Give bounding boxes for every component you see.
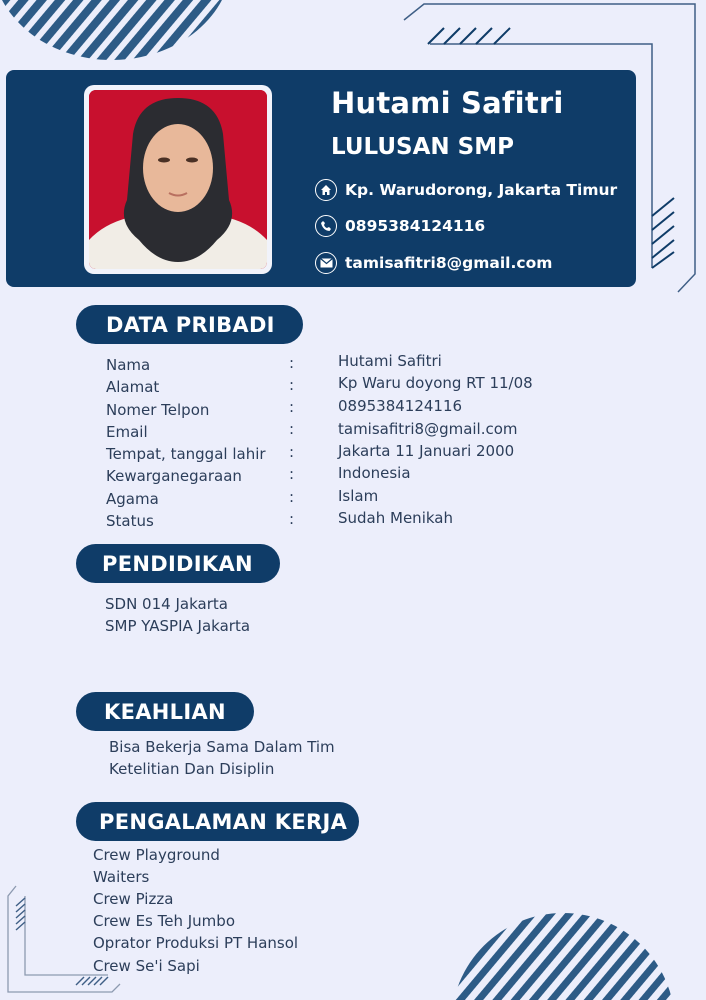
person-silhouette-icon bbox=[89, 90, 267, 269]
contact-phone-text: 0895384124116 bbox=[345, 217, 486, 235]
colon-separator: : bbox=[289, 488, 295, 506]
contact-email-text: tamisafitri8@gmail.com bbox=[345, 254, 553, 272]
mail-icon bbox=[315, 252, 337, 274]
value-tempat-tanggal-lahir: Jakarta 11 Januari 2000 bbox=[338, 442, 515, 460]
value-alamat: Kp Waru doyong RT 11/08 bbox=[338, 374, 533, 392]
colon-separator: : bbox=[289, 376, 295, 394]
candidate-subtitle: LULUSAN SMP bbox=[331, 134, 514, 160]
label-tempat-tanggal-lahir: Tempat, tanggal lahir bbox=[106, 445, 266, 463]
value-kewarganegaraan: Indonesia bbox=[338, 464, 411, 482]
candidate-name: Hutami Safitri bbox=[331, 86, 564, 120]
contact-address-text: Kp. Warudorong, Jakarta Timur bbox=[345, 181, 618, 199]
label-nama: Nama bbox=[106, 356, 151, 374]
striped-circle-decoration-top bbox=[0, 0, 240, 70]
education-item: SDN 014 Jakarta bbox=[105, 595, 228, 613]
label-status: Status bbox=[106, 512, 154, 530]
section-header-data-pribadi: DATA PRIBADI bbox=[76, 305, 303, 344]
value-email: tamisafitri8@gmail.com bbox=[338, 420, 518, 438]
value-status: Sudah Menikah bbox=[338, 509, 453, 527]
striped-circle-decoration-bottom bbox=[430, 900, 706, 1000]
label-alamat: Alamat bbox=[106, 378, 160, 396]
value-agama: Islam bbox=[338, 487, 379, 505]
contact-email bbox=[315, 252, 552, 274]
label-agama: Agama bbox=[106, 490, 159, 508]
contact-address bbox=[315, 179, 617, 201]
label-email: Email bbox=[106, 423, 148, 441]
profile-photo-frame bbox=[84, 85, 272, 274]
section-header-pengalaman-kerja: PENGALAMAN KERJA bbox=[76, 802, 359, 841]
colon-separator: : bbox=[289, 420, 295, 438]
colon-separator: : bbox=[289, 465, 295, 483]
contact-phone bbox=[315, 215, 485, 237]
section-header-pendidikan: PENDIDIKAN bbox=[76, 544, 280, 583]
section-header-keahlian: KEAHLIAN bbox=[76, 692, 254, 731]
skill-item: Ketelitian Dan Disiplin bbox=[109, 760, 275, 778]
work-experience-item: Crew Playground bbox=[93, 846, 220, 864]
work-experience-item: Oprator Produksi PT Hansol bbox=[93, 934, 299, 952]
value-nomer-telpon: 0895384124116 bbox=[338, 397, 463, 415]
phone-icon bbox=[315, 215, 337, 237]
skill-item: Bisa Bekerja Sama Dalam Tim bbox=[109, 738, 335, 756]
colon-separator: : bbox=[289, 510, 295, 528]
label-nomer-telpon: Nomer Telpon bbox=[106, 401, 210, 419]
value-nama: Hutami Safitri bbox=[338, 352, 442, 370]
work-experience-item: Crew Se'i Sapi bbox=[93, 957, 200, 975]
colon-separator: : bbox=[289, 354, 295, 372]
label-kewarganegaraan: Kewarganegaraan bbox=[106, 467, 242, 485]
work-experience-item: Crew Es Teh Jumbo bbox=[93, 912, 235, 930]
colon-separator: : bbox=[289, 398, 295, 416]
work-experience-item: Crew Pizza bbox=[93, 890, 174, 908]
colon-separator: : bbox=[289, 443, 295, 461]
education-item: SMP YASPIA Jakarta bbox=[105, 617, 251, 635]
profile-photo bbox=[89, 90, 267, 269]
work-experience-item: Waiters bbox=[93, 868, 150, 886]
home-icon bbox=[315, 179, 337, 201]
